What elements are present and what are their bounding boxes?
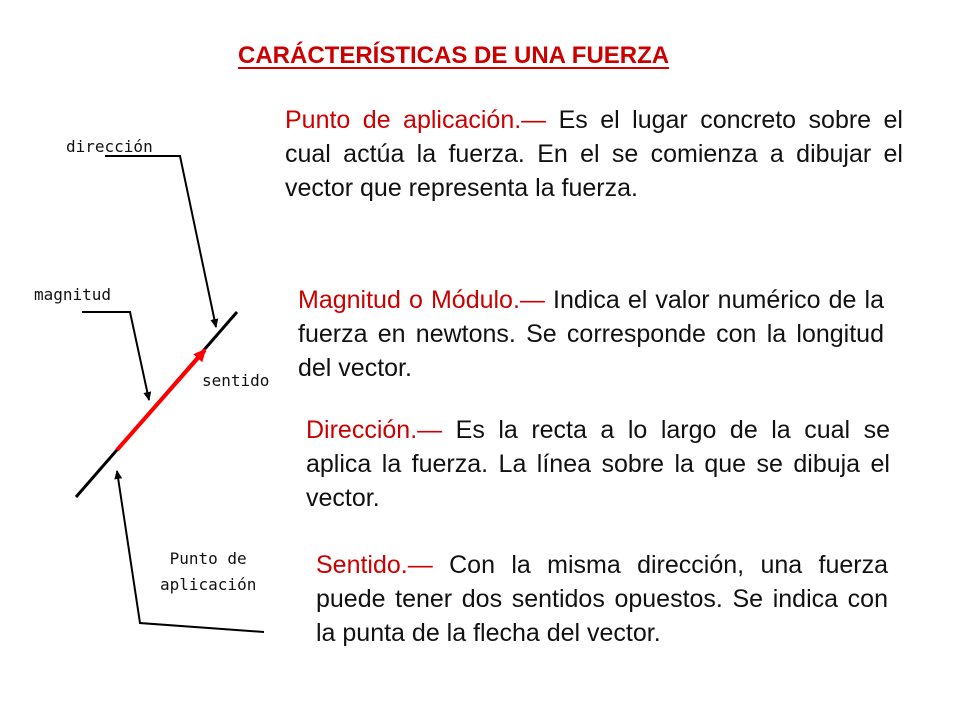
- label-magnitud: magnitud: [34, 285, 112, 304]
- magnitud-pointer: [82, 312, 149, 400]
- term-magnitud: Magnitud o Módulo.—: [298, 286, 545, 314]
- direccion-pointer: [105, 156, 216, 327]
- label-punto-aplicacion: [160, 546, 256, 598]
- section-magnitud: [298, 283, 884, 385]
- section-direccion: [306, 413, 890, 515]
- page-title: CARÁCTERÍSTICAS DE UNA FUERZA: [238, 42, 670, 69]
- label-sentido: sentido: [202, 371, 270, 390]
- term-sentido: Sentido.—: [316, 551, 433, 579]
- term-punto-aplicacion: Punto de aplicación.—: [285, 106, 547, 134]
- section-punto-aplicacion: [285, 103, 903, 205]
- text-direccion: Es la recta a lo largo de la cual se aplica la fuerza. La línea sobre la que se dibuja el vector.: [306, 416, 890, 512]
- label-punto-line1: Punto de: [169, 549, 247, 568]
- term-direccion: Dirección.—: [306, 416, 443, 444]
- section-sentido: [316, 548, 888, 650]
- label-punto-line2: aplicación: [160, 575, 257, 594]
- text-magnitud: Indica el valor numérico de la fuerza en newtons. Se corresponde con la longitud del vector.: [298, 286, 884, 382]
- force-vector-arrow: [117, 350, 205, 450]
- text-sentido: Con la misma dirección, una fuerza puede tener dos sentidos opuestos. Se indica con la punta de la flecha del vector.: [316, 551, 888, 647]
- label-direccion: dirección: [66, 137, 153, 156]
- text-punto-aplicacion: Es el lugar concreto sobre el cual actúa la fuerza. En el se comienza a dibujar el vector que representa la fuerza.: [285, 106, 903, 202]
